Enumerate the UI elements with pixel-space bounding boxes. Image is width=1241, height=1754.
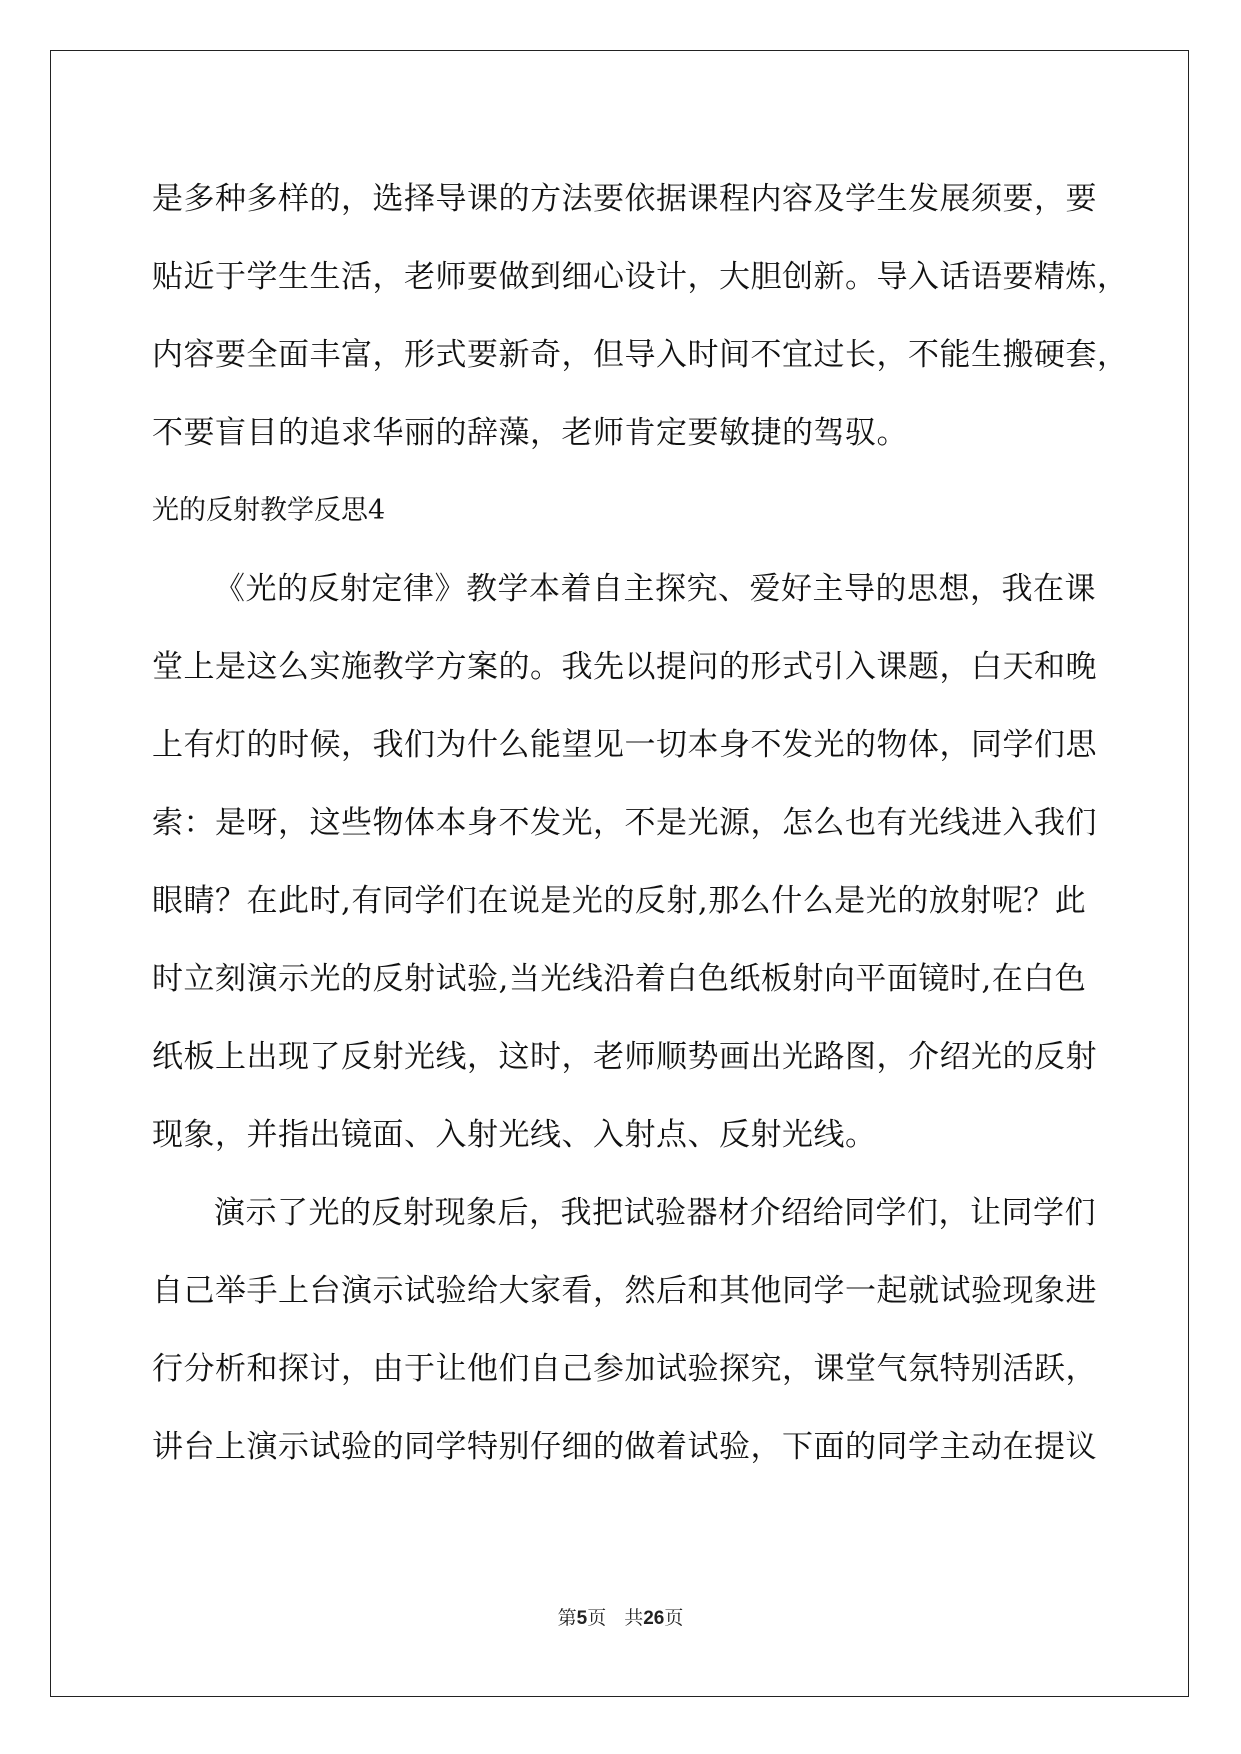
page-footer [0,1606,1241,1631]
text-line: 讲台上演示试验的同学特别仔细的做着试验，下面的同学主动在提议 [152,1429,1097,1465]
page-suffix: 页 [587,1607,607,1629]
text-line: 时立刻演示光的反射试验,当光线沿着白色纸板射向平面镜时,在白色 [152,961,1087,997]
total-suffix: 页 [664,1607,684,1629]
text-line: 上有灯的时候，我们为什么能望见一切本身不发光的物体，同学们思 [152,727,1097,763]
paragraph [152,550,1097,1174]
text-line: 自己举手上台演示试验给大家看，然后和其他同学一起就试验现象进 [152,1273,1097,1309]
page-number: 5 [576,1608,588,1629]
paragraph [152,1174,1097,1486]
section-heading: 光的反射教学反思4 [152,495,386,526]
document-body [152,160,1129,1486]
text-line: 纸板上出现了反射光线，这时，老师顺势画出光路图，介绍光的反射 [152,1039,1097,1075]
page-prefix: 第 [557,1607,577,1629]
paragraph [152,160,1129,472]
text-line: 堂上是这么实施教学方案的。我先以提问的形式引入课题，白天和晚 [152,649,1097,685]
text-line: 是多种多样的，选择导课的方法要依据课程内容及学生发展须要，要 [152,181,1097,217]
text-line: 行分析和探讨，由于让他们自己参加试验探究，课堂气氛特别活跃， [152,1351,1097,1387]
text-line: 现象，并指出镜面、入射光线、入射点、反射光线。 [152,1117,877,1153]
text-line: 不要盲目的追求华丽的辞藻，老师肯定要敏捷的驾驭。 [152,415,908,451]
text-line: 演示了光的反射现象后，我把试验器材介绍给同学们，让同学们 [214,1195,1096,1231]
total-prefix: 共 [624,1607,644,1629]
text-line: 内容要全面丰富，形式要新奇，但导入时间不宜过长，不能生搬硬套， [152,337,1129,373]
text-line: 贴近于学生生活，老师要做到细心设计，大胆创新。导入话语要精炼， [152,259,1129,295]
text-line: 《光的反射定律》教学本着自主探究、爱好主导的思想，我在课 [214,571,1096,607]
text-line: 眼睛？在此时,有同学们在说是光的反射,那么什么是光的放射呢？此 [152,883,1087,919]
total-pages: 26 [643,1608,665,1629]
text-line: 索：是呀，这些物体本身不发光，不是光源，怎么也有光线进入我们 [152,805,1097,841]
